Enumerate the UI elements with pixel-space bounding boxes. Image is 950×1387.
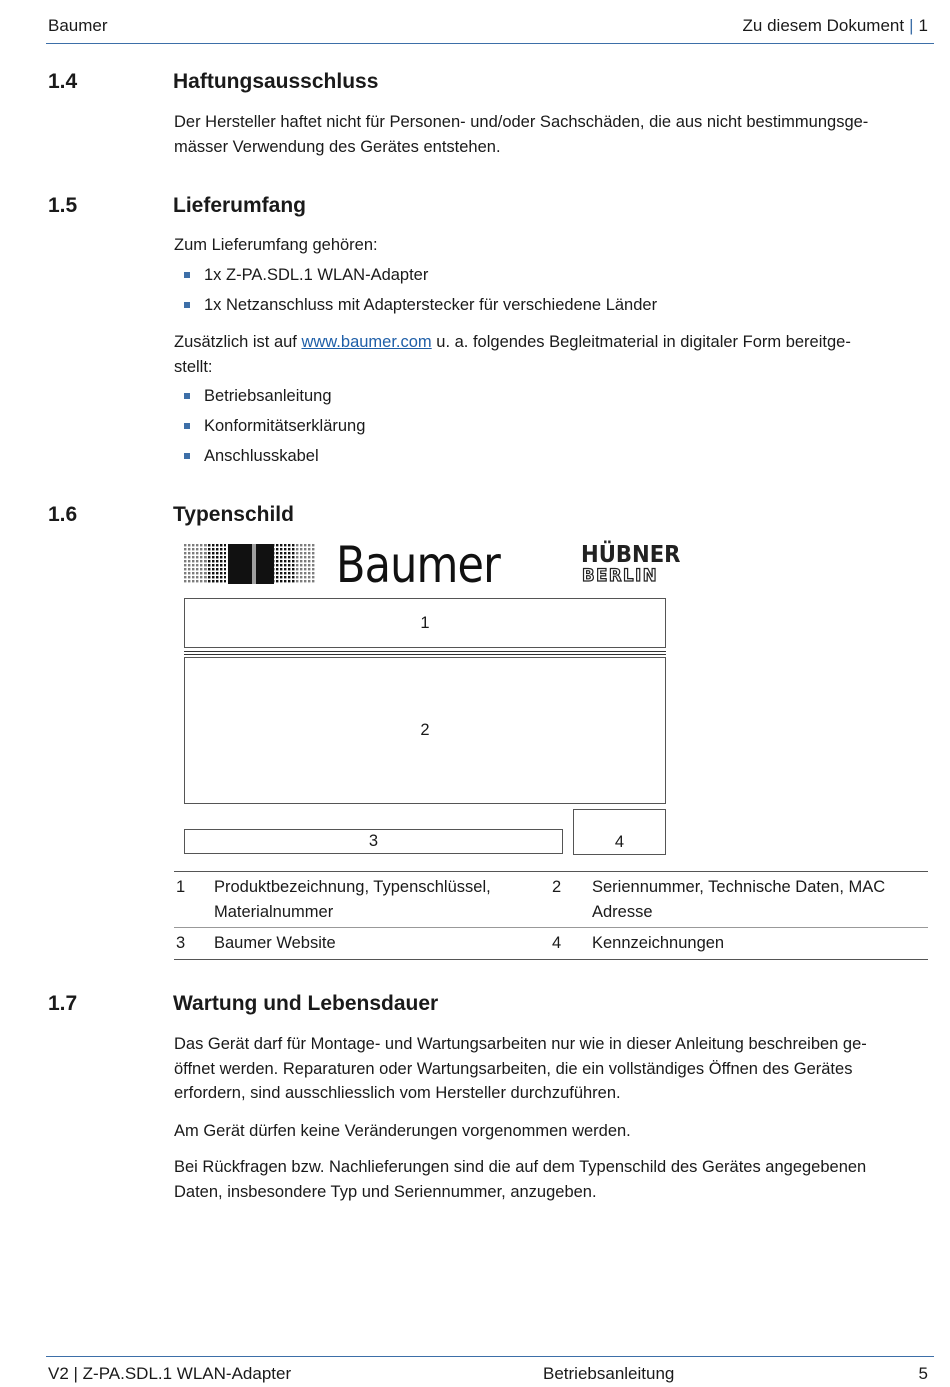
legend-description-line: Adresse (592, 902, 653, 921)
header-chapter (743, 16, 928, 36)
disclaimer-line-1: Der Hersteller haftet nicht für Personen- und/oder Sachschäden, die aus nicht bestimmungsge- (174, 113, 869, 131)
legend-number: 1 (176, 878, 186, 896)
header-separator: | (909, 16, 914, 35)
section-title-1-7: Wartung und Lebensdauer (173, 992, 439, 1015)
legend-description (592, 872, 928, 928)
disclaimer-line-2: mässer Verwendung des Gerätes entstehen. (174, 137, 501, 156)
legend-description: Baumer Website (214, 934, 336, 952)
extra-material-text (174, 330, 926, 379)
list-item-label: Betriebsanleitung (204, 387, 332, 405)
legend-description: Kennzeichnungen (592, 934, 725, 952)
maintenance-paragraph-1 (174, 1032, 926, 1106)
list-item (184, 264, 657, 294)
maintenance-paragraph-2: Am Gerät dürfen keine Veränderungen vorgenommen werden. (174, 1122, 631, 1140)
list-item (184, 294, 657, 324)
extra-material-prefix: Zusätzlich ist auf (174, 333, 302, 351)
page-footer (46, 1356, 934, 1387)
legend-description-line: Seriennummer, Technische Daten, MAC (592, 878, 886, 896)
materials-list (184, 385, 365, 475)
type-plate-field-2 (184, 657, 666, 804)
bullet-icon (184, 272, 190, 278)
extra-material-suffix: u. a. folgendes Begleitmaterial in digitaler Form bereitge- (431, 333, 851, 351)
divider-line (184, 654, 666, 655)
legend-description (214, 872, 552, 928)
disclaimer-text (174, 110, 926, 159)
maintenance-line: öffnet werden. Reparaturen oder Wartungsarbeiten, die ein vollständiges Öffnen des Gerätes (174, 1059, 853, 1078)
hubner-logo-bottom: BERLIN (582, 566, 659, 585)
field-2-label: 2 (420, 721, 430, 739)
section-number-1-6: 1.6 (48, 503, 78, 526)
maintenance-line: Das Gerät darf für Montage- und Wartungsarbeiten nur wie in dieser Anleitung beschreiben ge- (174, 1035, 867, 1053)
delivery-intro: Zum Lieferumfang gehören: (174, 236, 378, 254)
delivery-list (184, 264, 657, 324)
header-chapter-number: 1 (918, 16, 928, 35)
type-plate-legend-table (174, 871, 928, 960)
footer-page-number: 5 (918, 1364, 928, 1383)
list-item-label: 1x Netzanschluss mit Adapterstecker für verschiedene Länder (204, 296, 658, 314)
section-title-1-6: Typenschild (173, 503, 294, 526)
table-row (174, 928, 928, 960)
field-3-label: 3 (368, 832, 379, 850)
hubner-logo-top: HÜBNER (581, 542, 681, 568)
bullet-icon (184, 423, 190, 429)
section-number-1-7: 1.7 (48, 992, 78, 1015)
header-brand: Baumer (48, 16, 108, 35)
legend-description-line: Materialnummer (214, 902, 334, 921)
list-item (184, 415, 365, 445)
section-number-1-4: 1.4 (48, 70, 78, 93)
footer-document-type: Betriebsanleitung (543, 1364, 675, 1383)
baumer-logo-text: Baumer (336, 536, 500, 594)
list-item-label: 1x Z-PA.SDL.1 WLAN-Adapter (204, 266, 429, 284)
type-plate-field-3 (184, 829, 563, 854)
legend-number: 3 (176, 934, 186, 952)
section-number-1-5: 1.5 (48, 194, 78, 217)
maintenance-line: erfordern, sind ausschliesslich vom Hersteller durchzuführen. (174, 1084, 621, 1102)
header-chapter-title: Zu diesem Dokument (742, 16, 905, 35)
baumer-website-link[interactable]: www.baumer.com (301, 333, 432, 351)
maintenance-line: Daten, insbesondere Typ und Seriennummer, anzugeben. (174, 1182, 597, 1201)
baumer-dot-logo-icon (184, 540, 320, 586)
field-4-label: 4 (614, 833, 625, 851)
list-item-label: Konformitätserklärung (204, 417, 366, 435)
page-header (46, 14, 934, 44)
maintenance-paragraph-3 (174, 1155, 926, 1204)
maintenance-line: Bei Rückfragen bzw. Nachlieferungen sind die auf dem Typenschild des Gerätes angegebenen (174, 1158, 867, 1176)
list-item-label: Anschlusskabel (204, 447, 319, 465)
list-item (184, 385, 365, 415)
bullet-icon (184, 393, 190, 399)
legend-number: 2 (552, 878, 562, 896)
extra-material-line-2: stellt: (174, 357, 213, 376)
legend-number: 4 (552, 934, 562, 952)
section-title-1-4: Haftungsausschluss (173, 70, 379, 93)
table-row (174, 872, 928, 928)
type-plate-field-4 (573, 809, 666, 855)
bullet-icon (184, 453, 190, 459)
list-item (184, 445, 365, 475)
divider-line (184, 651, 666, 652)
legend-description-line: Produktbezeichnung, Typenschlüssel, (214, 878, 491, 896)
field-1-label: 1 (420, 613, 430, 632)
section-title-1-5: Lieferumfang (173, 194, 307, 217)
type-plate-field-1 (184, 598, 666, 648)
bullet-icon (184, 302, 190, 308)
extra-material-line-1 (174, 330, 926, 355)
footer-document-id: V2 | Z-PA.SDL.1 WLAN-Adapter (48, 1364, 292, 1383)
